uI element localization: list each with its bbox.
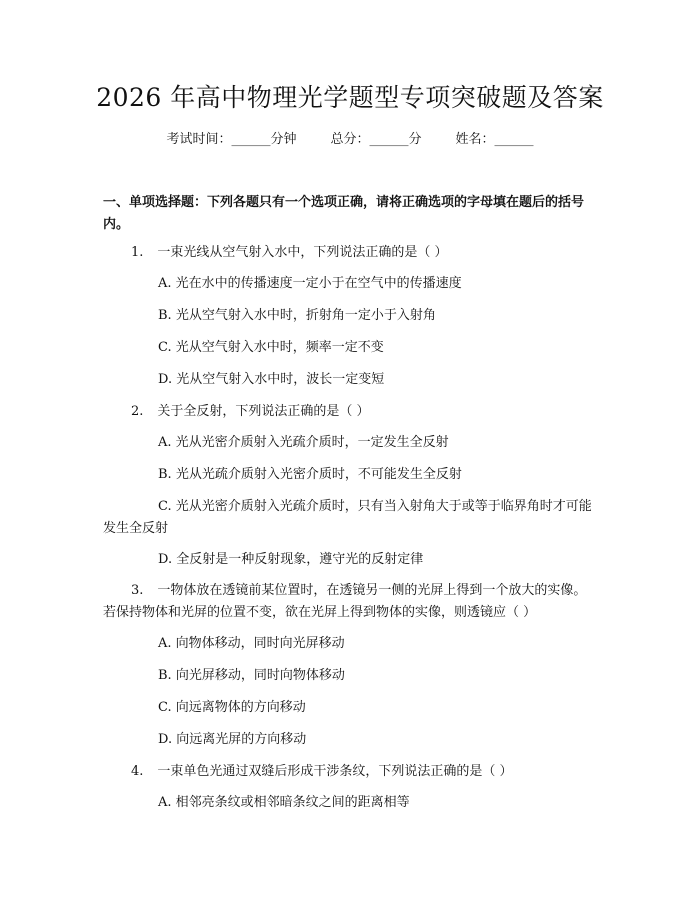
exam-info-line	[0, 131, 700, 149]
question-1	[103, 242, 598, 264]
question-1-option-b[interactable]: B. 光从空气射入水中时，折射角一定小于入射角	[158, 308, 436, 323]
exam-time-field[interactable]: 考试时间：______分钟	[166, 132, 297, 147]
question-2	[103, 401, 598, 423]
question-4-option-a[interactable]: A. 相邻亮条纹或相邻暗条纹之间的距离相等	[158, 795, 410, 810]
total-score-field[interactable]: 总分：______分	[330, 132, 422, 147]
question-3-option-a[interactable]: A. 向物体移动，同时向光屏移动	[158, 636, 345, 651]
question-2-option-a[interactable]: A. 光从光密介质射入光疏介质时，一定发生全反射	[158, 435, 449, 450]
question-3-option-c[interactable]: C. 向远离物体的方向移动	[158, 700, 306, 715]
question-2-option-d[interactable]: D. 全反射是一种反射现象，遵守光的反射定律	[158, 552, 424, 567]
question-number: 1.	[131, 245, 144, 260]
question-1-option-d[interactable]: D. 光从空气射入水中时，波长一定变短	[158, 372, 385, 387]
student-name-field[interactable]: 姓名：______	[455, 132, 534, 147]
question-stem: 一束光线从空气射入水中，下列说法正确的是（ ）	[157, 245, 448, 260]
question-stem: 关于全反射，下列说法正确的是（ ）	[157, 404, 370, 419]
section-heading: 一、单项选择题：下列各题只有一个选项正确，请将正确选项的字母填在题后的括号内。	[103, 195, 585, 232]
question-stem: 一物体放在透镜前某位置时，在透镜另一侧的光屏上得到一个放大的实像。若保持物体和光屏的位置不变，欲在光屏上得到物体的实像，则透镜应（ ）	[103, 583, 587, 620]
question-stem: 一束单色光通过双缝后形成干涉条纹，下列说法正确的是（ ）	[157, 764, 513, 779]
question-3-option-d[interactable]: D. 向远离光屏的方向移动	[158, 732, 307, 747]
question-2-option-c[interactable]: C. 光从光密介质射入光疏介质时，只有当入射角大于或等于临界角时才可能发生全反射	[103, 499, 592, 536]
question-number: 4.	[131, 764, 144, 779]
question-2-option-b[interactable]: B. 光从光疏介质射入光密介质时，不可能发生全反射	[158, 467, 462, 482]
document-title: 2026 年高中物理光学题型专项突破题及答案	[96, 83, 604, 112]
question-3-option-b[interactable]: B. 向光屏移动，同时向物体移动	[158, 668, 345, 683]
question-1-option-a[interactable]: A. 光在水中的传播速度一定小于在空气中的传播速度	[158, 276, 462, 291]
question-number: 2.	[131, 404, 144, 419]
question-4	[103, 761, 598, 783]
question-3	[103, 580, 598, 624]
question-1-option-c[interactable]: C. 光从空气射入水中时，频率一定不变	[158, 340, 384, 355]
question-number: 3.	[131, 583, 144, 598]
